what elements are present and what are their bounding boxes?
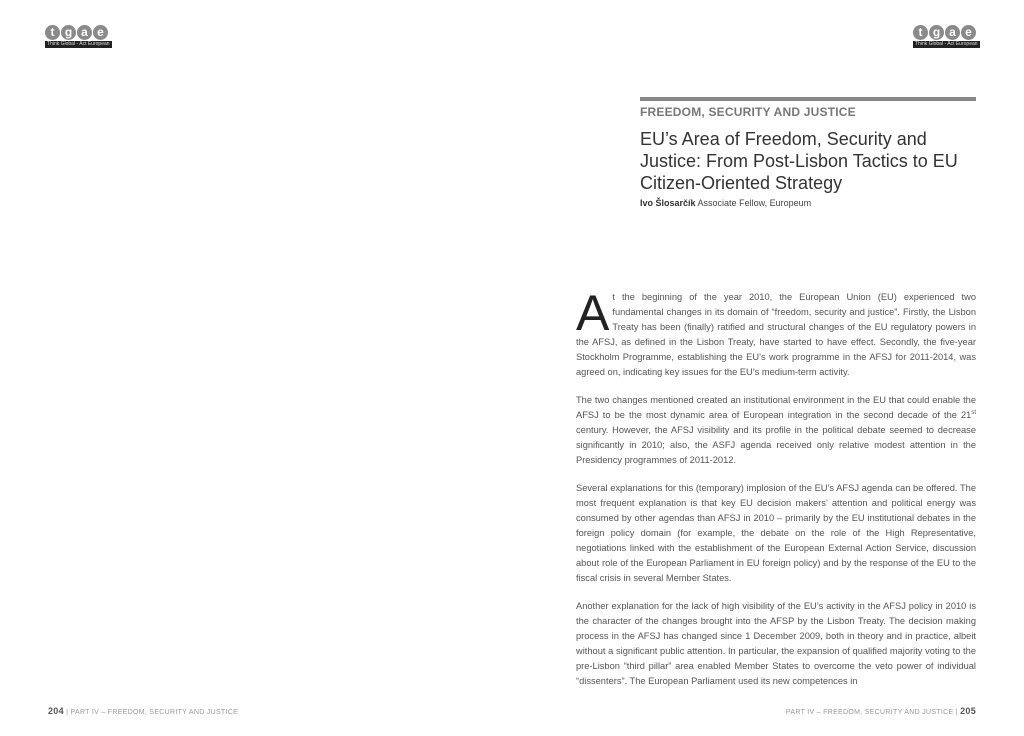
logo-letter: a (77, 25, 92, 40)
logo-letter: a (945, 25, 960, 40)
footer-right: PART IV – FREEDOM, SECURITY AND JUSTICE | 205 (785, 706, 976, 716)
logo-left (45, 25, 112, 48)
logo-right (913, 25, 980, 48)
author-line (640, 197, 980, 209)
logo-letter: e (93, 25, 108, 40)
paragraph (576, 285, 976, 380)
article-title: EU’s Area of Freedom, Security and Justice: From Post-Lisbon Tactics to EU Citizen-Oriented Strategy (640, 129, 958, 193)
logo-letter: t (913, 25, 928, 40)
author-role: Associate Fellow, Europeum (697, 198, 812, 208)
paragraph-text: century. However, the AFSJ visibility and its profile in the political debate seemed to decrease significantly in 2010; also, the ASFJ agenda received only relative modest attention in the Presidency programmes of 2011-2012. (576, 425, 976, 465)
page-number: 205 (960, 706, 976, 716)
logo-tagline: Think Global - Act European (915, 41, 978, 47)
footer-left: 204 | PART IV – FREEDOM, SECURITY AND JUSTICE (48, 706, 239, 716)
logo-letter: t (45, 25, 60, 40)
author-name: Ivo Šlosarčík (640, 198, 696, 208)
paragraph: Another explanation for the lack of high visibility of the EU’s activity in the AFSJ policy in 2010 is the character of the changes brought into the AFSP by the Lisbon Treaty. The decision making process in the AFSJ has changed since 1 December 2009, both in theory and in practice, albeit without a significant public attention. In particular, the expansion of qualified majority voting to the pre-Lisbon “third pillar” area enabled Member States to overcome the veto power of individual “dissenters”. The European Parliament used its new competences in (576, 601, 976, 686)
paragraph-text: The two changes mentioned created an institutional environment in the EU that could enable the AFSJ to be the most dynamic area of European integration in the second decade of the 21 (576, 395, 976, 420)
page-number: 204 (48, 706, 64, 716)
paragraph: Several explanations for this (temporary) implosion of the EU’s AFSJ agenda can be offered. The most frequent explanation is that key EU decision makers’ attention and political energy was consumed by other agendas than AFSJ in 2010 – primarily by the EU institutional debates in the foreign policy domain (for example, the debate on the role of the High Representative, negotiations linked with the establishment of the European External Action Service, discussion about role of the European Parliament in EU foreign policy) and by the response of the EU to the fiscal crisis in several Member States. (576, 483, 976, 583)
paragraph (576, 393, 976, 468)
running-footer: PART IV – FREEDOM, SECURITY AND JUSTICE (785, 709, 954, 716)
header-rule (640, 97, 976, 101)
paragraph-text: t the beginning of the year 2010, the European Union (EU) experienced two fundamental changes in its domain of “freedom, security and justice”. Firstly, the Lisbon Treaty has been (finally) ratified and structural changes of the EU regulatory powers in the AFSJ, as defined in the Lisbon Treaty, have started to have effect. Secondly, the five-year Stockholm Programme, establishing the EU’s work programme in the AFSJ for 2011-2014, was agreed on, indicating key issues for the EU’s medium-term activity. (576, 292, 976, 377)
running-footer: PART IV – FREEDOM, SECURITY AND JUSTICE (70, 709, 239, 716)
logo-letter: g (61, 25, 76, 40)
logo-tagline: Think Global - Act European (47, 41, 110, 47)
section-label: FREEDOM, SECURITY AND JUSTICE (640, 105, 856, 119)
logo-letter: g (929, 25, 944, 40)
logo-letter: e (961, 25, 976, 40)
superscript: st (971, 409, 976, 416)
article-header (640, 97, 980, 209)
article-body (576, 285, 976, 689)
drop-cap: A (576, 285, 610, 341)
